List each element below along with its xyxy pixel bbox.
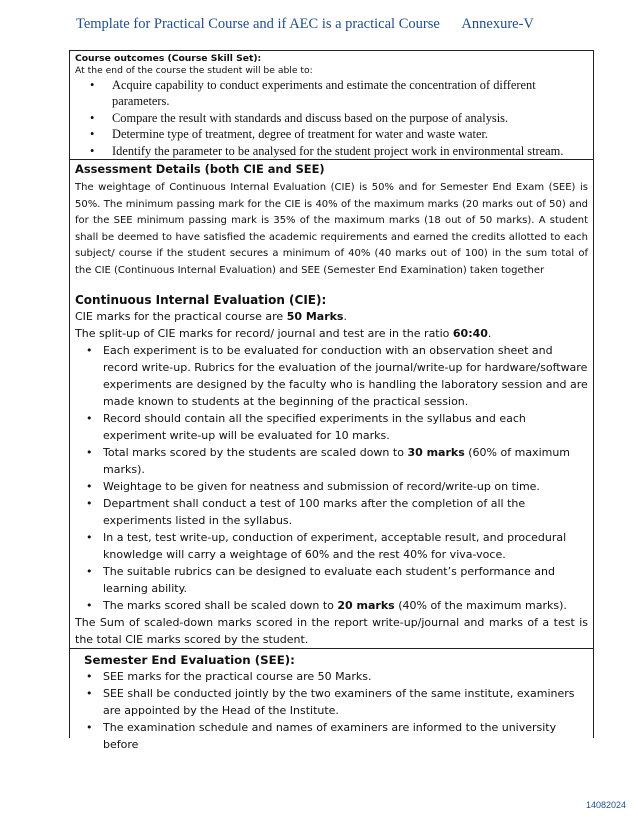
cie-sum-paragraph: The Sum of scaled-down marks scored in the report write-up/journal and marks of a test is the total CIE marks scored by the student. [75,615,588,646]
list-item: • The suitable rubrics can be designed to evaluate each student’s performance and learning ability. [75,563,588,597]
list-item: • Department shall conduct a test of 100 marks after the completion of all the experiments listed in the syllabus. [75,495,588,529]
course-outcomes-intro: At the end of the course the student will be able to: [75,65,313,76]
assessment-paragraph: The weightage of Continuous Internal Evaluation (CIE) is 50% and for Semester End Exam (SEE) is 50%. The minimum passing mark for the CIE is 40% of the maximum marks (20 marks out of 50) and for the SEE minimum passing mark is 35% of the maximum marks (18 out of 50 marks). A student shall be deemed to have satisfied the academic requirements and earned the credits allotted to each subject/ course if the student secures a minimum of 40% (40 marks out of 100) in the sum total of the CIE (Continuous Internal Evaluation) and SEE (Semester End Examination) taken together [75,182,588,276]
assessment-title: Assessment Details (both CIE and SEE) [75,162,325,177]
list-item: • In a test, test write-up, conduction of experiment, acceptable result, and procedural knowledge will carry a weightage of 60% and the rest 40% for viva-voce. [75,529,588,563]
list-item: • SEE shall be conducted jointly by the two examiners of the same institute, examiners are appointed by the Head of the Institute. [75,685,588,719]
cie-list [75,342,588,614]
course-outcomes-cell [70,51,593,160]
list-item: • Acquire capability to conduct experiments and estimate the concentration of different parameters. [75,77,588,110]
assessment-cell [70,160,593,649]
syllabus-table [69,50,594,751]
list-item: • SEE marks for the practical course are 50 Marks. [75,668,588,685]
course-outcomes-title: Course outcomes (Course Skill Set): [75,53,262,64]
list-item: • The marks scored shall be scaled down to 20 marks (40% of the maximum marks). [75,597,588,614]
list-item: • Record should contain all the specified experiments in the syllabus and each experiment write-up will be evaluated for 10 marks. [75,410,588,444]
footer-code: 14082024 [586,800,627,810]
header-title: Template for Practical Course and if AEC is a practical Course [76,16,440,32]
see-cell [70,649,593,753]
list-item: • Determine type of treatment, degree of treatment for water and waste water. [75,126,588,142]
list-item: • Weightage to be given for neatness and submission of record/write-up on time. [75,478,588,495]
header-annexure: Annexure-V [461,16,534,32]
course-outcomes-list [75,77,588,159]
cie-title: Continuous Internal Evaluation (CIE): [75,292,327,307]
list-item: • Identify the parameter to be analysed for the student project work in environmental stream. [75,143,588,159]
cie-line-2: The split-up of CIE marks for record/ journal and test are in the ratio 60:40. [75,326,492,340]
list-item: • Each experiment is to be evaluated for conduction with an observation sheet and record write-up. Rubrics for the evaluation of the journal/write-up for hardware/software experiments are designed by the faculty who is handling the laboratory session and are made known to students at the beginning of the practical session. [75,342,588,410]
page-header [76,16,576,33]
see-title: Semester End Evaluation (SEE): [84,652,295,667]
cie-line-1: CIE marks for the practical course are 50 Marks. [75,309,347,323]
see-list [75,668,588,753]
list-item: • The examination schedule and names of examiners are informed to the university before [75,719,588,753]
list-item: • Compare the result with standards and discuss based on the purpose of analysis. [75,110,588,126]
list-item: • Total marks scored by the students are scaled down to 30 marks (60% of maximum marks). [75,444,588,478]
